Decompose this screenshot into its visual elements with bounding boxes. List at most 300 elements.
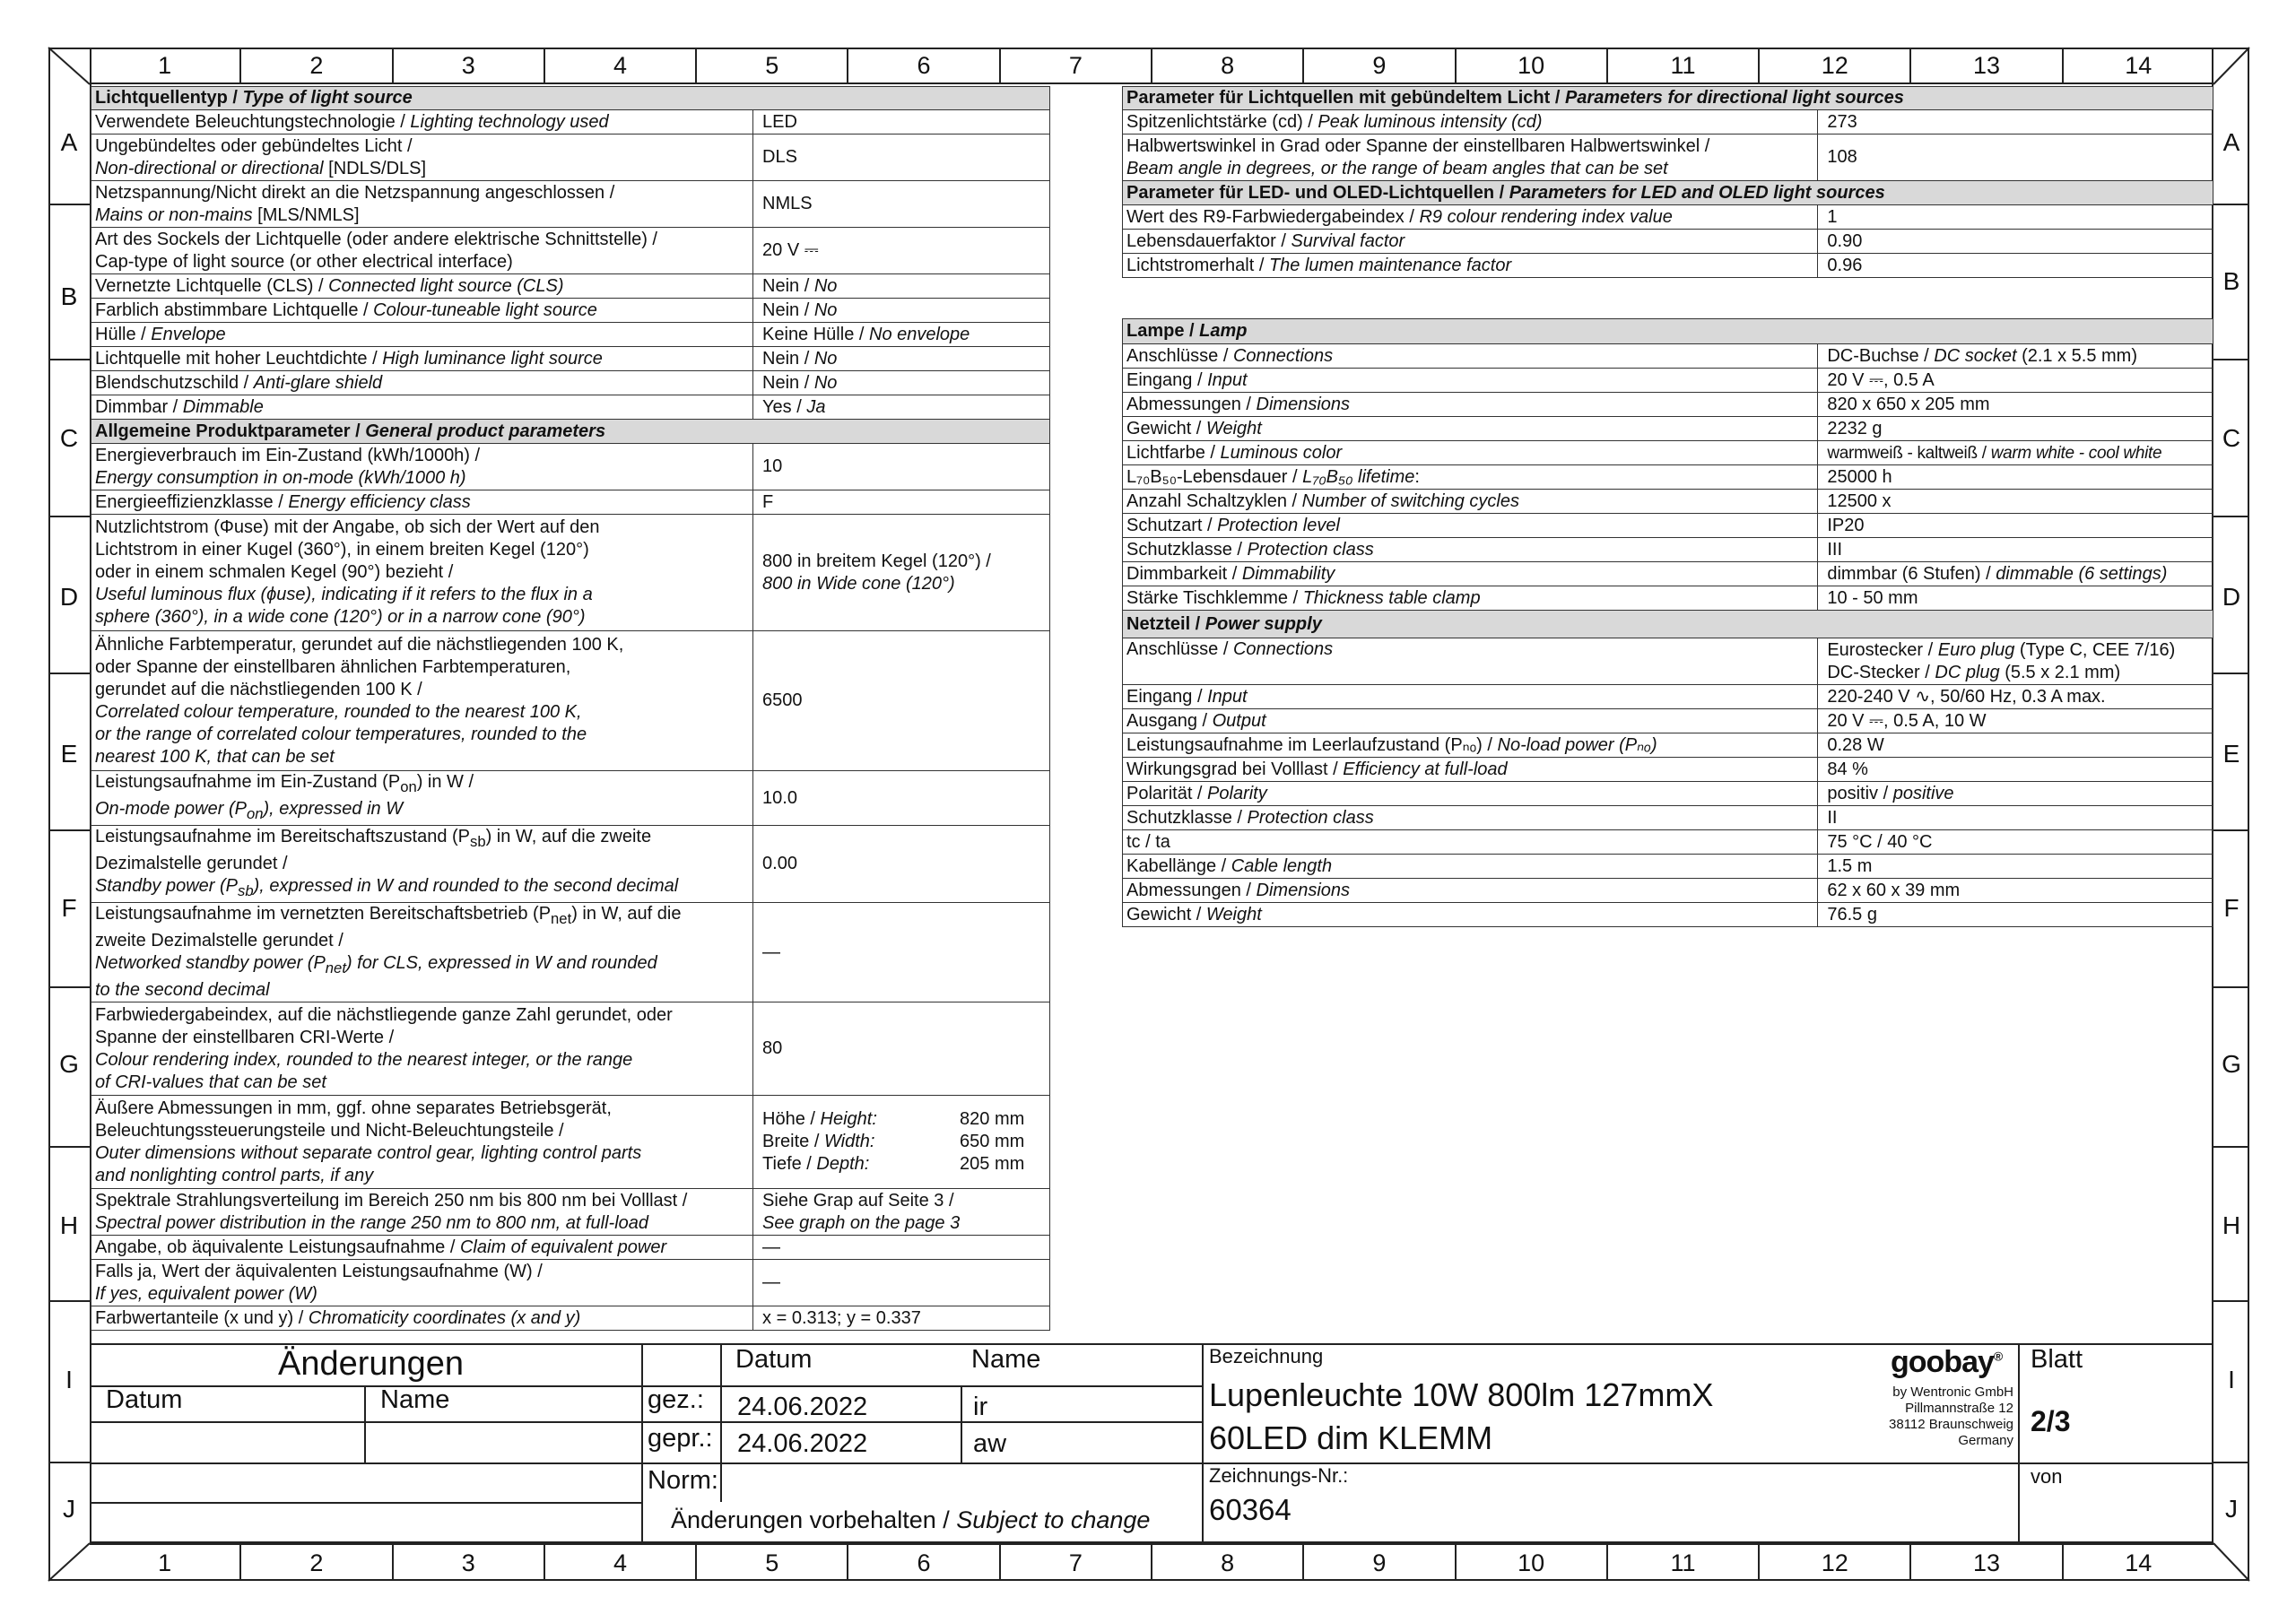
row-tick bbox=[48, 204, 90, 205]
label-en: Survival factor bbox=[1291, 230, 1405, 251]
tb-line bbox=[641, 1343, 643, 1543]
label-en: or the range of correlated colour temperatures, rounded to the bbox=[95, 724, 587, 744]
label-de: Dezimalstelle gerundet / bbox=[95, 854, 288, 873]
label-de: tc / ta bbox=[1126, 831, 1170, 852]
label-en: ) for CLS, expressed in W and rounded bbox=[345, 953, 657, 973]
col-number: 8 bbox=[1152, 48, 1304, 82]
label-de: Art des Sockels der Lichtquelle (oder andere elektrische Schnittstelle) / bbox=[95, 229, 657, 249]
label-de: Gewicht / bbox=[1126, 418, 1206, 438]
spec-label bbox=[91, 1096, 753, 1189]
subject-to-change bbox=[671, 1506, 1150, 1534]
col-number: 5 bbox=[697, 48, 848, 82]
label-en: Efficiency at full-load bbox=[1343, 759, 1508, 779]
sheet-number: 2/3 bbox=[2031, 1405, 2071, 1437]
company-line: Pillmannstraße 12 bbox=[1905, 1401, 2013, 1416]
drawn-date: 24.06.2022 bbox=[737, 1393, 868, 1421]
spec-label bbox=[1123, 110, 1818, 135]
value-de: warmweiß - kaltweiß / bbox=[1827, 443, 1991, 463]
col-number: 10 bbox=[1457, 1545, 1608, 1580]
dimensions-value bbox=[753, 1096, 1050, 1189]
spec-label bbox=[1123, 538, 1818, 562]
changes-date-header: Datum bbox=[106, 1385, 183, 1414]
col-number: 9 bbox=[1304, 48, 1456, 82]
spec-value: — bbox=[753, 1236, 1050, 1260]
label-de: Lebensdauerfaktor / bbox=[1126, 230, 1292, 251]
label-de: Abmessungen / bbox=[1126, 394, 1257, 414]
logo-text: goobay bbox=[1891, 1345, 1994, 1379]
checked-date: 24.06.2022 bbox=[737, 1429, 868, 1458]
spec-label bbox=[1123, 758, 1818, 782]
label-en: Connected light source (CLS) bbox=[328, 275, 564, 296]
row-tick bbox=[48, 516, 90, 517]
col-number: 12 bbox=[1760, 1545, 1911, 1580]
label-en: sphere (360°), in a wide cone (120°) or in a narrow cone (90°) bbox=[95, 607, 586, 627]
label-de: Eingang / bbox=[1126, 369, 1208, 390]
section-en: Power supply bbox=[1205, 613, 1322, 634]
col-number: 13 bbox=[1911, 48, 2063, 82]
label-de: Lichtfarbe / bbox=[1126, 442, 1221, 463]
label-en: No-load power (Pₙₒ) bbox=[1497, 734, 1657, 755]
label-de: Hülle / bbox=[95, 324, 152, 344]
spec-label bbox=[91, 323, 753, 347]
spec-label bbox=[91, 347, 753, 371]
label-de: Halbwertswinkel in Grad oder Spanne der einstellbaren Halbwertswinkel / bbox=[1126, 135, 1710, 156]
value-en: No envelope bbox=[869, 324, 970, 344]
label-en: Useful luminous flux (ϕuse), indicating if it refers to the flux in a bbox=[95, 585, 593, 604]
of-label: von bbox=[2031, 1465, 2063, 1488]
label-en: Spectral power distribution in the range 250 nm to 800 nm, at full-load bbox=[95, 1212, 649, 1233]
row-tick bbox=[48, 1300, 90, 1302]
checked-name: aw bbox=[973, 1429, 1007, 1458]
section-en: Lamp bbox=[1199, 321, 1248, 341]
goobay-logo bbox=[1891, 1345, 2002, 1380]
depth-value: 205 mm bbox=[960, 1154, 1025, 1174]
value-de: Nein / bbox=[762, 348, 814, 369]
label-de: Schutzklasse / bbox=[1126, 807, 1248, 828]
value-de: positiv / bbox=[1827, 783, 1893, 803]
label-de: Wert des R9-Farbwiedergabeindex / bbox=[1126, 206, 1420, 227]
label-en: ), expressed in W bbox=[263, 799, 404, 819]
checked-label: gepr.: bbox=[648, 1424, 713, 1453]
col-number: 9 bbox=[1304, 1545, 1456, 1580]
spec-label bbox=[91, 371, 753, 395]
section-header-led-oled bbox=[1123, 181, 2213, 205]
spec-label bbox=[1123, 562, 1818, 586]
spec-label bbox=[1123, 369, 1818, 393]
spec-value bbox=[753, 323, 1050, 347]
tb-line bbox=[2018, 1343, 2020, 1543]
spec-value: 10 bbox=[753, 444, 1050, 490]
section-header-general-parameters bbox=[91, 420, 1050, 444]
spec-label bbox=[91, 1236, 753, 1260]
width-value: 650 mm bbox=[960, 1132, 1025, 1151]
row-tick bbox=[2213, 1300, 2249, 1302]
row-letter: I bbox=[2228, 1366, 2235, 1393]
spec-value bbox=[753, 347, 1050, 371]
left-spec-table bbox=[91, 86, 1050, 1331]
value-de: DC-Stecker / bbox=[1827, 662, 1935, 682]
row-letter: C bbox=[59, 424, 79, 452]
label-en: Dimensions bbox=[1256, 394, 1351, 414]
label-en: Colour-tuneable light source bbox=[373, 299, 597, 320]
value-en: DC socket bbox=[1934, 345, 2017, 366]
spec-label bbox=[91, 444, 753, 490]
spec-label bbox=[1123, 903, 1818, 927]
changes-heading: Änderungen bbox=[278, 1345, 465, 1383]
spec-label bbox=[1123, 393, 1818, 417]
spec-value: x = 0.313; y = 0.337 bbox=[753, 1306, 1050, 1331]
section-header-light-source-type bbox=[91, 87, 1050, 110]
label-de: Schutzart / bbox=[1126, 515, 1218, 535]
label-de: zweite Dezimalstelle gerundet / bbox=[95, 931, 344, 950]
company-line: by Wentronic GmbH bbox=[1892, 1384, 2013, 1400]
label-en: L₇₀B₅₀ lifetime bbox=[1302, 466, 1415, 487]
spec-value: 25000 h bbox=[1818, 465, 2213, 490]
spec-value: 10 - 50 mm bbox=[1818, 586, 2213, 611]
spec-value bbox=[753, 395, 1050, 420]
spec-value: 0.90 bbox=[1818, 230, 2213, 254]
spec-value: 0.00 bbox=[753, 826, 1050, 903]
row-tick bbox=[2213, 1462, 2249, 1463]
label-de: Beleuchtungssteuerungsteile und Nicht-Beleuchtungsteile / bbox=[95, 1120, 564, 1141]
spec-value: NMLS bbox=[753, 181, 1050, 228]
label-en: Dimmability bbox=[1241, 563, 1335, 584]
row-tick bbox=[2213, 359, 2249, 360]
name-header: Name bbox=[971, 1345, 1041, 1374]
row-letter: J bbox=[63, 1495, 75, 1523]
spec-label bbox=[1123, 782, 1818, 806]
col-number: 2 bbox=[241, 1545, 393, 1580]
spec-label bbox=[1123, 514, 1818, 538]
value-en: See graph on the page 3 bbox=[762, 1212, 961, 1233]
row-letter: B bbox=[60, 282, 78, 310]
label-de: Tiefe / bbox=[762, 1154, 817, 1174]
label-en: Number of switching cycles bbox=[1301, 490, 1519, 511]
label-en: Thickness table clamp bbox=[1302, 587, 1481, 608]
label-de: Höhe / bbox=[762, 1109, 821, 1129]
label-suffix: : bbox=[1414, 466, 1420, 487]
label-de: Falls ja, Wert der äquivalenten Leistungsaufnahme (W) / bbox=[95, 1261, 543, 1281]
label-de: Anschlüsse / bbox=[1126, 345, 1233, 366]
section-en: Type of light source bbox=[242, 88, 413, 108]
label-de: Angabe, ob äquivalente Leistungsaufnahme / bbox=[95, 1237, 460, 1257]
label-en: to the second decimal bbox=[95, 980, 270, 1000]
depth-label bbox=[762, 1153, 960, 1176]
col-number: 7 bbox=[1001, 1545, 1152, 1580]
label-en: Protection level bbox=[1217, 515, 1340, 535]
spec-value: 20 V ⎓, 0.5 A, 10 W bbox=[1818, 709, 2213, 733]
spec-label bbox=[1123, 830, 1818, 855]
subscript: net bbox=[551, 910, 572, 927]
norm-label: Norm: bbox=[648, 1466, 718, 1495]
spec-label bbox=[91, 1260, 753, 1306]
spec-value bbox=[1818, 344, 2213, 369]
label-de: Eingang / bbox=[1126, 686, 1208, 707]
company-line: 38112 Braunschweig bbox=[1889, 1417, 2013, 1432]
column-numbers-top bbox=[90, 48, 2213, 84]
value-en: positive bbox=[1892, 783, 1954, 803]
label-en: Chromaticity coordinates (x and y) bbox=[308, 1307, 581, 1328]
value-en: Ja bbox=[806, 396, 826, 417]
row-tick bbox=[2213, 986, 2249, 988]
row-letter: D bbox=[59, 583, 79, 611]
label-de: Lichtstromerhalt / bbox=[1126, 255, 1269, 275]
label-de: Schutzklasse / bbox=[1126, 539, 1248, 560]
label-de: oder Spanne der einstellbaren ähnlichen Farbtemperaturen, bbox=[95, 656, 571, 677]
section-de: Netzteil / bbox=[1126, 613, 1205, 634]
spec-value: — bbox=[753, 903, 1050, 1002]
label-en: Standby power (P bbox=[95, 876, 238, 896]
col-number: 3 bbox=[394, 48, 545, 82]
label-en: Weight bbox=[1205, 904, 1262, 924]
label-en: and nonlighting control parts, if any bbox=[95, 1165, 374, 1185]
row-letters-right bbox=[2213, 48, 2249, 1581]
spec-value: DLS bbox=[753, 135, 1050, 181]
label-de: Spektrale Strahlungsverteilung im Bereich 250 nm bis 800 nm bei Volllast / bbox=[95, 1190, 688, 1211]
spec-value: 76.5 g bbox=[1818, 903, 2213, 927]
row-tick bbox=[2213, 1146, 2249, 1148]
subscript: sb bbox=[470, 833, 486, 850]
col-number: 3 bbox=[394, 1545, 545, 1580]
spec-label bbox=[91, 771, 753, 826]
label-de: ) in W, auf die bbox=[571, 904, 682, 924]
label-de: Lichtquelle mit hoher Leuchtdichte / bbox=[95, 348, 383, 369]
label-en: Peak luminous intensity (cd) bbox=[1318, 111, 1543, 132]
row-letter: G bbox=[2222, 1050, 2241, 1078]
spec-value bbox=[753, 371, 1050, 395]
col-number: 5 bbox=[697, 1545, 848, 1580]
spec-value: IP20 bbox=[1818, 514, 2213, 538]
subscript: sb bbox=[237, 882, 254, 899]
row-tick bbox=[48, 673, 90, 674]
spec-label bbox=[1123, 417, 1818, 441]
spec-value: — bbox=[753, 1260, 1050, 1306]
lamp-psu-table bbox=[1122, 318, 2213, 927]
value-en: No bbox=[813, 348, 838, 369]
tb-line bbox=[720, 1343, 722, 1502]
row-letter: H bbox=[59, 1211, 79, 1239]
value-de: Nein / bbox=[762, 372, 814, 393]
spec-value: II bbox=[1818, 806, 2213, 830]
col-number: 13 bbox=[1911, 1545, 2063, 1580]
col-number: 6 bbox=[848, 1545, 1000, 1580]
label-de: Leistungsaufnahme im vernetzten Bereitschaftsbetrieb (P bbox=[95, 904, 552, 924]
spec-label bbox=[91, 515, 753, 631]
section-en: General product parameters bbox=[365, 421, 606, 441]
section-header-directional bbox=[1123, 87, 2213, 110]
label-en: Energy efficiency class bbox=[288, 491, 471, 512]
value-en: warm white - cool white bbox=[1990, 443, 2162, 463]
label-de: ) in W, auf die zweite bbox=[485, 827, 652, 846]
row-letter: H bbox=[2222, 1211, 2241, 1239]
section-header-power-supply bbox=[1123, 611, 2213, 638]
label-de: Farbwiedergabeindex, auf die nächstliegende ganze Zahl gerundet, oder bbox=[95, 1004, 673, 1025]
row-tick bbox=[2213, 516, 2249, 517]
subscript: on bbox=[400, 778, 417, 795]
value-suffix: (2.1 x 5.5 mm) bbox=[2016, 345, 2138, 366]
col-number: 6 bbox=[848, 48, 1000, 82]
tb-line bbox=[90, 1462, 2213, 1464]
col-number: 11 bbox=[1608, 1545, 1760, 1580]
spec-label bbox=[1123, 709, 1818, 733]
subscript: net bbox=[325, 959, 346, 976]
label-de: Lichtstrom in einer Kugel (360°), in einem breiten Kegel (120°) bbox=[95, 540, 589, 560]
tb-line bbox=[364, 1385, 366, 1463]
spec-value: 220-240 V ∿, 50/60 Hz, 0.3 A max. bbox=[1818, 685, 2213, 709]
spec-label bbox=[1123, 230, 1818, 254]
col-number: 11 bbox=[1608, 48, 1760, 82]
sheet-label: Blatt bbox=[2031, 1345, 2083, 1374]
spec-value: 0.96 bbox=[1818, 254, 2213, 278]
section-de: Parameter für LED- und OLED-Lichtquellen / bbox=[1126, 182, 1509, 203]
label-de: Spitzenlichtstärke (cd) / bbox=[1126, 111, 1318, 132]
row-letter: J bbox=[2225, 1495, 2238, 1523]
label-en: Polarity bbox=[1207, 783, 1267, 803]
value-en: No bbox=[813, 275, 838, 296]
label-de: Ungebündeltes oder gebündeltes Licht / bbox=[95, 135, 413, 156]
label-en: The lumen maintenance factor bbox=[1268, 255, 1512, 275]
label-de: Dimmbarkeit / bbox=[1126, 563, 1242, 584]
label-de: Dimmbar / bbox=[95, 396, 183, 417]
label-en: Non-directional or directional bbox=[95, 158, 324, 178]
label-en: Cable length bbox=[1231, 855, 1333, 876]
spec-label bbox=[1123, 855, 1818, 879]
label-de: Polarität / bbox=[1126, 783, 1208, 803]
label-de: L₇₀B₅₀-Lebensdauer / bbox=[1126, 466, 1303, 487]
label-en: Anti-glare shield bbox=[253, 372, 383, 393]
section-en: Parameters for LED and OLED light sources bbox=[1509, 182, 1885, 203]
value-de: Eurostecker / bbox=[1827, 639, 1938, 660]
row-letter: D bbox=[2222, 583, 2241, 611]
subject-en: Subject to change bbox=[956, 1506, 1151, 1533]
row-tick bbox=[48, 1462, 90, 1463]
label-de: Anschlüsse / bbox=[1126, 639, 1233, 659]
label-en: of CRI-values that can be set bbox=[95, 1072, 326, 1092]
height-label bbox=[762, 1108, 960, 1131]
row-letter: I bbox=[65, 1366, 73, 1393]
spec-value: 1 bbox=[1818, 205, 2213, 230]
label-de: Stärke Tischklemme / bbox=[1126, 587, 1303, 608]
spec-value bbox=[1818, 562, 2213, 586]
tb-line bbox=[1202, 1343, 1204, 1543]
label-de: Kabellänge / bbox=[1126, 855, 1231, 876]
label-en: Energy consumption in on-mode (kWh/1000 h) bbox=[95, 467, 466, 488]
label-de: Ähnliche Farbtemperatur, gerundet auf die nächstliegenden 100 K, bbox=[95, 634, 624, 655]
subscript: on bbox=[246, 805, 264, 822]
spec-value: 20 V ⎓ bbox=[753, 228, 1050, 274]
registered-mark: ® bbox=[1993, 1349, 2003, 1364]
col-number: 4 bbox=[545, 48, 697, 82]
row-tick bbox=[2213, 204, 2249, 205]
col-number: 1 bbox=[90, 48, 241, 82]
value-de: Yes / bbox=[762, 396, 807, 417]
label-de: Anzahl Schaltzyklen / bbox=[1126, 490, 1302, 511]
spec-label bbox=[91, 903, 753, 1002]
designation-label: Bezeichnung bbox=[1209, 1345, 1324, 1367]
spec-label bbox=[91, 299, 753, 323]
spec-label bbox=[1123, 685, 1818, 709]
spec-label bbox=[91, 631, 753, 771]
label-en: If yes, equivalent power (W) bbox=[95, 1283, 317, 1304]
label-en: Outer dimensions without separate control gear, lighting control parts bbox=[95, 1142, 642, 1163]
label-de: Spanne der einstellbaren CRI-Werte / bbox=[95, 1027, 395, 1047]
row-tick bbox=[48, 1146, 90, 1148]
label-de: ) in W / bbox=[416, 772, 474, 792]
label-de: Ausgang / bbox=[1126, 710, 1213, 731]
company-address bbox=[1848, 1384, 2013, 1449]
label-de: Äußere Abmessungen in mm, ggf. ohne separates Betriebsgerät, bbox=[95, 1098, 612, 1118]
label-de: Leistungsaufnahme im Ein-Zustand (P bbox=[95, 772, 401, 792]
spec-label bbox=[1123, 879, 1818, 903]
col-number: 14 bbox=[2125, 1549, 2152, 1576]
spec-label bbox=[91, 1002, 753, 1096]
spec-value: 2232 g bbox=[1818, 417, 2213, 441]
spec-value: 273 bbox=[1818, 110, 2213, 135]
spec-label bbox=[1123, 806, 1818, 830]
spec-value: 1.5 m bbox=[1818, 855, 2213, 879]
spec-label bbox=[1123, 254, 1818, 278]
spec-label bbox=[91, 826, 753, 903]
section-de: Lampe / bbox=[1126, 321, 1200, 341]
spec-value: 820 x 650 x 205 mm bbox=[1818, 393, 2213, 417]
value-en: No bbox=[813, 372, 838, 393]
value-de: Keine Hülle / bbox=[762, 324, 869, 344]
label-de: Farblich abstimmbare Lichtquelle / bbox=[95, 299, 374, 320]
row-tick bbox=[48, 359, 90, 360]
spec-value: 6500 bbox=[753, 631, 1050, 771]
label-de: Vernetzte Lichtquelle (CLS) / bbox=[95, 275, 329, 296]
label-de: Leistungsaufnahme im Leerlaufzustand (Pₙₒ) / bbox=[1126, 734, 1498, 755]
spec-value: LED bbox=[753, 110, 1050, 135]
spec-value: F bbox=[753, 490, 1050, 515]
spec-value: 75 °C / 40 °C bbox=[1818, 830, 2213, 855]
company-line: Germany bbox=[1958, 1433, 2013, 1448]
spec-label bbox=[1123, 586, 1818, 611]
label-de: Nutzlichtstrom (Φuse) mit der Angabe, ob sich der Wert auf den bbox=[95, 517, 600, 537]
spec-label bbox=[91, 1189, 753, 1236]
label-de: Breite / bbox=[762, 1132, 824, 1151]
section-de: Parameter für Lichtquellen mit gebündeltem Licht / bbox=[1126, 88, 1565, 108]
row-letter: C bbox=[2222, 424, 2241, 452]
drawn-name: ir bbox=[973, 1393, 988, 1421]
value-de: 800 in breitem Kegel (120°) / bbox=[762, 551, 991, 571]
label-en: Connections bbox=[1232, 639, 1334, 659]
section-de: Lichtquellentyp / bbox=[95, 88, 243, 108]
spec-value bbox=[1818, 782, 2213, 806]
col-number: 7 bbox=[1001, 48, 1152, 82]
tb-line bbox=[90, 1421, 1202, 1423]
spec-value: 0.28 W bbox=[1818, 733, 2213, 758]
spec-label bbox=[1123, 490, 1818, 514]
label-de: Energieverbrauch im Ein-Zustand (kWh/1000h) / bbox=[95, 445, 481, 465]
spec-value: 20 V ⎓, 0.5 A bbox=[1818, 369, 2213, 393]
row-letter: E bbox=[60, 740, 78, 768]
label-en: ), expressed in W and rounded to the second decimal bbox=[253, 876, 679, 896]
col-number: 10 bbox=[1457, 48, 1608, 82]
spec-value: 84 % bbox=[1818, 758, 2213, 782]
row-letter: F bbox=[2223, 894, 2239, 922]
spec-label bbox=[1123, 135, 1818, 181]
label-de: Wirkungsgrad bei Volllast / bbox=[1126, 759, 1344, 779]
label-en: Width: bbox=[823, 1132, 875, 1151]
label-en: Networked standby power (P bbox=[95, 953, 326, 973]
row-letters-left bbox=[48, 48, 90, 1581]
label-de: Netzspannung/Nicht direkt an die Netzspannung angeschlossen / bbox=[95, 182, 615, 203]
label-en: Beam angle in degrees, or the range of beam angles that can be set bbox=[1126, 158, 1668, 178]
label-en: Protection class bbox=[1247, 539, 1374, 560]
drawing-number-label: Zeichnungs-Nr.: bbox=[1209, 1464, 1349, 1487]
label-en: Height: bbox=[820, 1109, 877, 1129]
